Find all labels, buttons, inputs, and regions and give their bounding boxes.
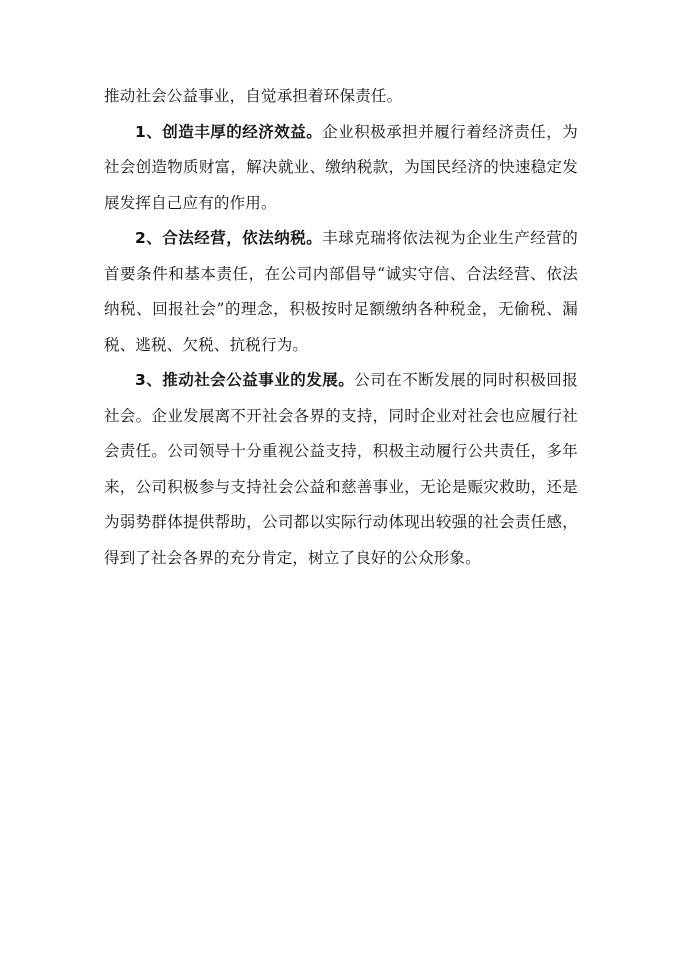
intro-text: 推动社会公益事业，自觉承担着环保责任。 [104, 87, 403, 105]
section-1-body: 企业积极承担并履行着经济责任，为社会创造物质财富，解决就业、缴纳税款，为国民经济的快速稳定发展发挥自己应有的作用。 [104, 122, 579, 212]
section-2-paragraph [104, 221, 578, 363]
document-page [104, 79, 578, 576]
section-1-paragraph [104, 115, 578, 222]
section-3-heading: 3、推动社会公益事业的发展。 [135, 371, 355, 389]
section-3-paragraph [104, 363, 578, 576]
section-2-body: 丰球克瑞将依法视为企业生产经营的首要条件和基本责任，在公司内部倡导“诚实守信、合法经营、依法纳税、回报社会”的理念，积极按时足额缴纳各种税金，无偷税、漏税、逃税、欠税、抗税行为。 [104, 229, 579, 354]
section-1-heading: 1、创造丰厚的经济效益。 [135, 122, 323, 141]
section-2-heading: 2、合法经营，依法纳税。 [135, 229, 323, 247]
intro-paragraph [104, 79, 578, 115]
section-3-body: 公司在不断发展的同时积极回报社会。企业发展离不开社会各界的支持，同时企业对社会也应履行社会责任。公司领导十分重视公益支持，积极主动履行公共责任，多年来，公司积极参与支持社会公益和慈善事业，无论是赈灾救助，还是为弱势群体提供帮助，公司都以实际行动体现出较强的社会责任感，得到了社会各界的充分肯定，树立了良好的公众形象。 [104, 371, 578, 567]
